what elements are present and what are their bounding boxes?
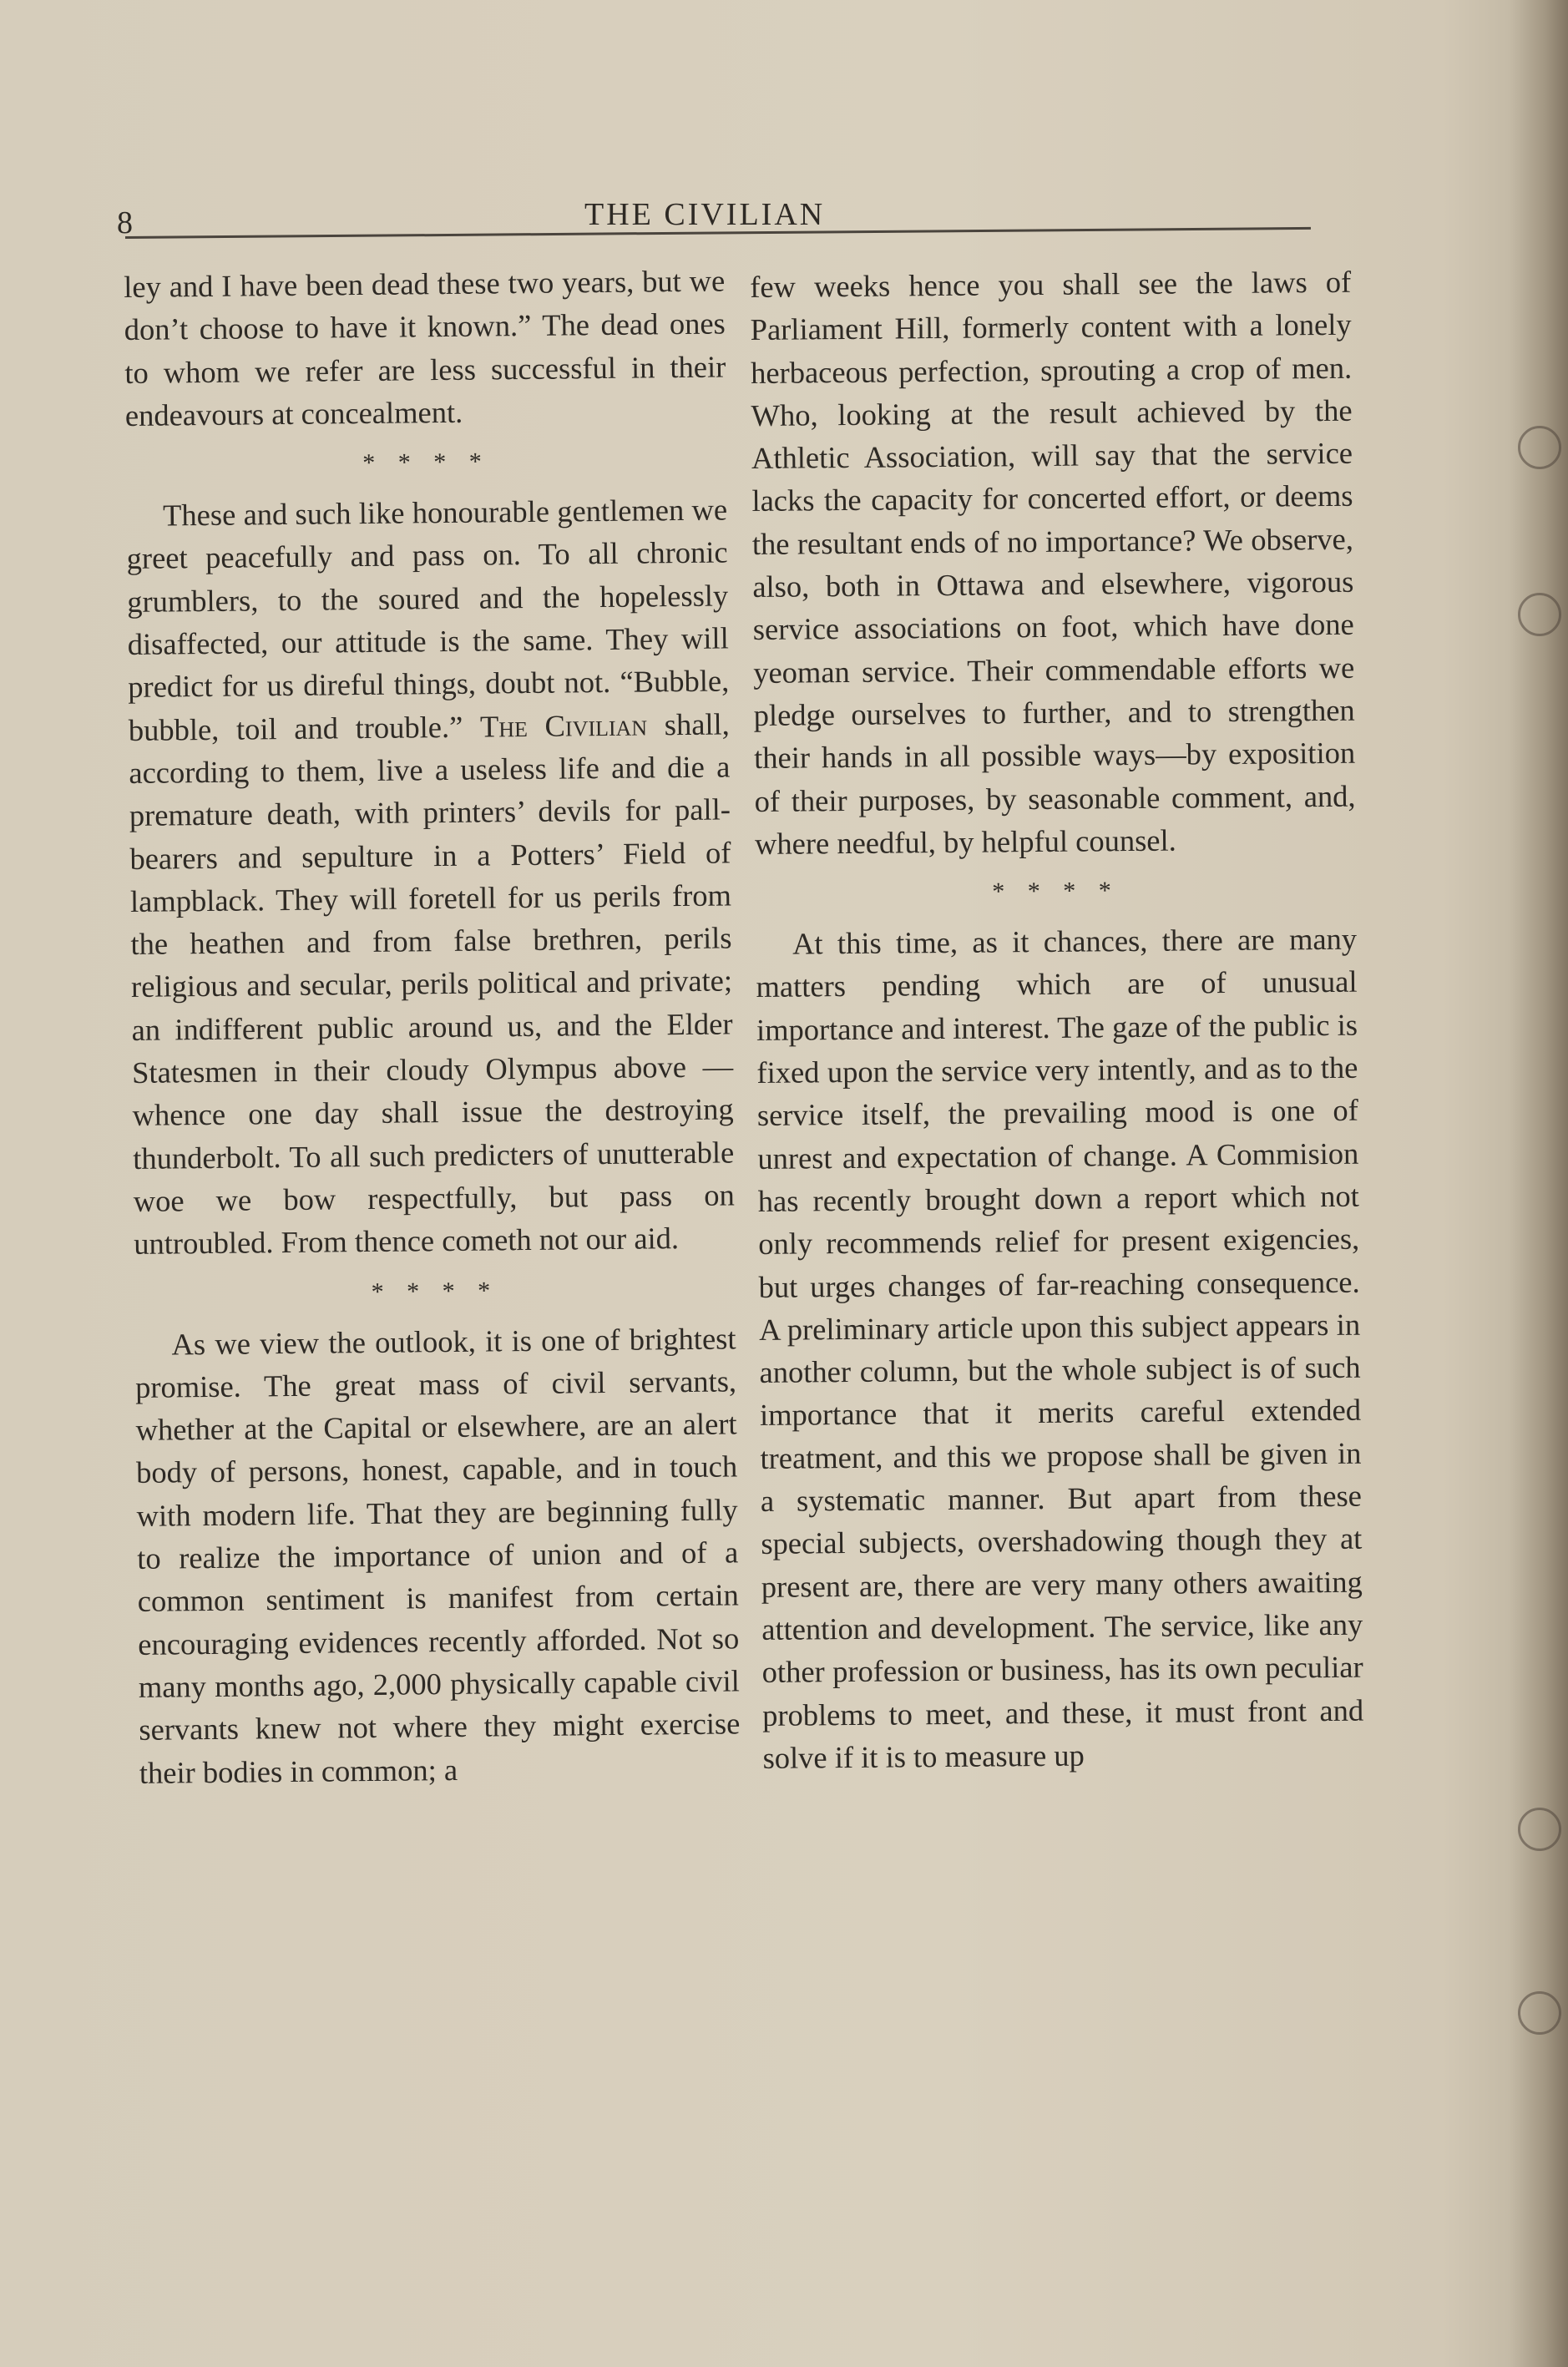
paragraph: [126, 488, 736, 1266]
page-number: 8: [117, 205, 133, 240]
section-separator: * * * *: [362, 448, 490, 478]
right-column: [750, 260, 1364, 1779]
binding-hole: [1518, 593, 1561, 636]
paragraph: few weeks hence you shall see the laws of Parliament Hill, formerly content with a lonely herbaceous perfection, sprouting a crop of men. Who, looking at the result achieved by the Athletic Association, will say that the service lacks the capacity for concerted effort, or deems the resultant ends of no importance? We observe, also, both in Ottawa and elsewhere, vigorous service associations on foot, which have done yeoman service. Their commendable efforts we pledge ourselves to further, and to strengthen their hands in all possible ways—by exposition of their purposes, by seasonable comment, and, where needful, by helpful counsel.: [750, 264, 1356, 861]
left-column: [124, 259, 741, 1793]
publication-name: The Civilian: [479, 707, 648, 744]
binding-hole: [1518, 426, 1561, 469]
paragraph-text: These and such like honourable gentlemen we greet peacefully and pass on. To all chronic grumblers, to the soured and the hopelessly disaffected, our attitude is the same. They will predict for us direful things, doubt not. “Bubble, bubble, toil and trouble.”: [126, 492, 730, 747]
binding-hole: [1518, 1991, 1561, 2035]
paragraph-text: shall, according to them, live a useless life and die a premature death, with printers’ devils for pall-bearers and sepulture in a Potters’ Field of lampblack. They will foretell for us perils from the heathen and from false brethren, perils religious and secular, perils political and private; an indifferent public around us, and the Elder Statesmen in their cloudy Olympus above — whence one day shall issue the destroying thunderbolt. To all such predicters of unutterable woe we bow respectfully, but pass on untroubled. From thence cometh not our aid.: [129, 706, 735, 1262]
section-separator: * * * *: [371, 1276, 499, 1306]
paragraph: ley and I have been dead these two years, but we don’t choose to have it known.” The dead ones to whom we refer are less successful in their endeavours at concealment.: [124, 263, 726, 432]
running-title: THE CIVILIAN: [584, 197, 826, 232]
section-separator: * * * *: [992, 877, 1120, 906]
paragraph: As we view the outlook, it is one of brightest promise. The great mass of civil servants, whether at the Capital or elsewhere, are an alert body of persons, honest, capable, and in touch with modern life. That they are beginning fully to realize the importance of union and of a common sentiment is manifest from certain encouraging evidences recently afforded. Not so many months ago, 2,000 physically capable civil servants knew not where they might exercise their bodies in common; a: [134, 1320, 741, 1790]
binding-hole: [1518, 1808, 1561, 1851]
paragraph: At this time, as it chances, there are many matters pending which are of unusual importance and interest. The gaze of the public is fixed upon the service very intently, and as to the service itself, the prevailing mood is one of unrest and expectation of change. A Commision has recently brought down a report which not only recommends relief for present exigencies, but urges changes of far-reaching consequence. A preliminary article upon this subject appears in another column, but the whole subject is of such importance that it merits careful extended treatment, and this we propose shall be given in a systematic manner. But apart from these special subjects, overshadowing though they at present are, there are very many others awaiting attention and development. The service, like any other profession or business, has its own peculiar problems to meet, and these, it must front and solve if it is to measure up: [756, 921, 1364, 1775]
